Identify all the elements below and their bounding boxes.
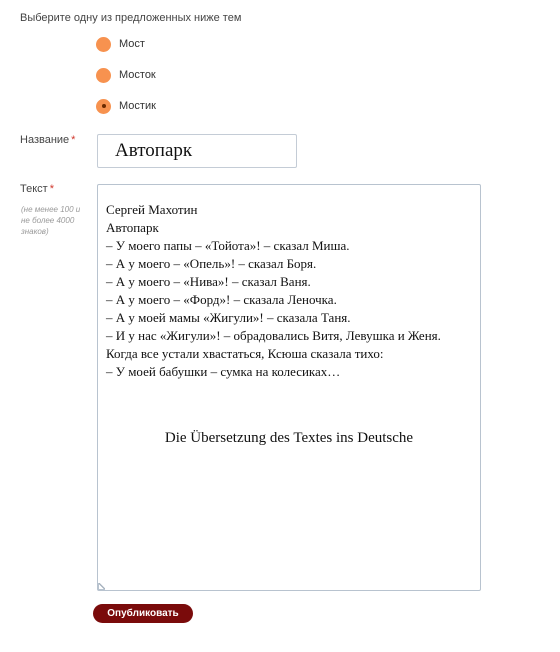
topic-option-label: Мост [119, 38, 145, 50]
topic-option-mostik[interactable] [96, 98, 156, 114]
text-line: – А у моей мамы «Жигули»! – сказала Таня. [106, 310, 351, 325]
text-area[interactable] [97, 184, 481, 591]
text-line: – А у моего – «Нива»! – сказал Ваня. [106, 274, 311, 289]
radio-button-selected[interactable] [96, 99, 111, 114]
text-length-hint: (не менее 100 и не более 4000 знаков) [21, 205, 81, 236]
topic-option-label: Мосток [119, 69, 156, 81]
text-line: – У моего папы – «Тойота»! – сказал Миша. [106, 238, 350, 253]
radio-button[interactable] [96, 68, 111, 83]
required-mark: * [71, 134, 76, 146]
text-line: – И у нас «Жигули»! – обрадовались Витя, Левушка и Женя. [106, 328, 441, 343]
title-label-text: Название [20, 134, 70, 146]
title-label [20, 134, 75, 146]
translation-note: Die Übersetzung des Textes ins Deutsche [164, 430, 414, 446]
text-label [20, 183, 54, 195]
text-label-text: Текст [20, 183, 48, 195]
text-line: Сергей Махотин [106, 202, 198, 217]
required-mark: * [49, 183, 54, 195]
radio-selected-dot [102, 104, 106, 108]
title-input[interactable] [97, 134, 297, 168]
resize-grip-icon[interactable] [98, 583, 105, 590]
text-line: Автопарк [106, 220, 159, 235]
publish-button[interactable]: Опубликовать [93, 604, 193, 623]
radio-button[interactable] [96, 37, 111, 52]
text-line: – У моей бабушки – сумка на колесиках… [106, 364, 341, 379]
text-line: – А у моего – «Опель»! – сказал Боря. [106, 256, 317, 271]
topic-option-most[interactable] [96, 36, 145, 52]
text-line: – А у моего – «Форд»! – сказала Леночка. [106, 292, 337, 307]
topic-option-label: Мостик [119, 100, 156, 112]
text-line: Когда все устали хвастаться, Ксюша сказала тихо: [106, 346, 384, 361]
topic-option-mostok[interactable] [96, 67, 156, 83]
topic-prompt: Выберите одну из предложенных ниже тем [20, 12, 242, 24]
